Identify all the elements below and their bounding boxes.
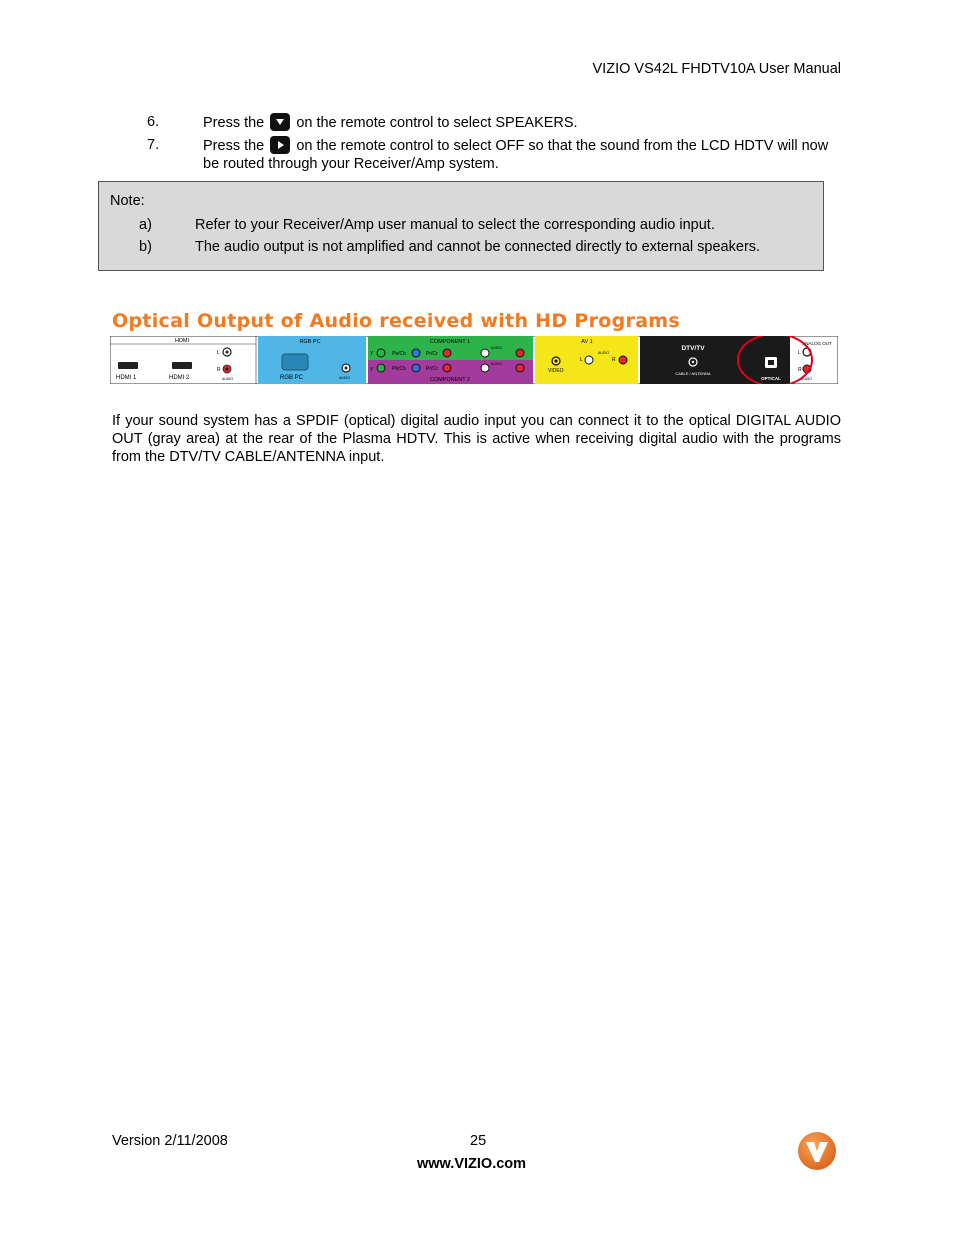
step-text-after: on the remote control to select SPEAKERS. xyxy=(296,115,578,131)
vga-port-icon xyxy=(282,354,308,370)
note-title: Note: xyxy=(110,193,145,209)
pb-jack-icon xyxy=(412,349,420,357)
pr-jack-icon xyxy=(443,349,451,357)
av1-audio-r-jack-icon xyxy=(619,356,627,364)
note-item-label: b) xyxy=(139,239,152,255)
rgb-pc-audio-label: AUDIO xyxy=(339,376,351,380)
down-arrow-key-icon xyxy=(270,113,290,131)
step-text xyxy=(203,136,843,173)
hdmi-audio-r-label: R xyxy=(217,367,221,373)
hdmi-port-1-label: HDMI 1 xyxy=(116,375,137,381)
hdmi-port-1-icon xyxy=(118,362,138,369)
footer-version: Version 2/11/2008 xyxy=(112,1133,228,1149)
av1-audio-label: AUDIO xyxy=(598,351,610,355)
rgb-pc-label: RGB PC xyxy=(280,375,304,381)
analog-audio-label: AUDIO xyxy=(801,377,813,381)
component-2-y-label: Y xyxy=(370,367,374,373)
note-item-label: a) xyxy=(139,217,152,233)
page-number: 25 xyxy=(470,1133,487,1149)
hdmi-port-2-label: HDMI 2 xyxy=(169,375,190,381)
y2-jack-icon xyxy=(377,364,385,372)
component-section xyxy=(368,336,533,384)
dtv-sub-label: CABLE / ANTENNA xyxy=(675,371,711,376)
component-2-audio-label: AUDIO xyxy=(491,362,503,366)
component-2-header: COMPONENT 2 xyxy=(429,377,471,383)
body-paragraph: If your sound system has a SPDIF (optical) digital audio input you can connect it to the optical DIGITAL AUDIO OUT (gray area) at the rear of the Plasma HDTV. This is active when receiving digital audio with the programs from the DTV/TV CABLE/ANTENNA input. xyxy=(112,413,841,465)
footer-url: www.VIZIO.com xyxy=(417,1156,527,1172)
vizio-logo-icon xyxy=(797,1131,837,1171)
dtv-title: DTV/TV xyxy=(681,345,705,352)
component-1-header: COMPONENT 1 xyxy=(429,339,471,345)
analog-r-label: R xyxy=(798,367,802,373)
hdmi-port-2-icon xyxy=(172,362,192,369)
hdmi-header: HDMI xyxy=(174,338,190,344)
rgb-pc-header: RGB PC xyxy=(299,339,321,345)
component-2-pb-label: Pb/Cb xyxy=(392,366,406,372)
note-item-text: The audio output is not amplified and cannot be connected directly to external speakers. xyxy=(195,239,761,255)
step-text-after: on the remote control to select OFF so that the sound from the LCD HDTV will now be routed through your Receiver/Amp system. xyxy=(203,138,829,172)
hdmi-audio-label: AUDIO xyxy=(222,377,234,381)
step-number: 6. xyxy=(147,114,160,130)
analog-l-label: L xyxy=(798,350,801,356)
optical-label: OPTICAL xyxy=(761,376,781,381)
component-1-audio-l-jack-icon xyxy=(481,349,489,357)
y-jack-icon xyxy=(377,349,385,357)
manual-title: VIZIO VS42L FHDTV10A User Manual xyxy=(592,61,841,77)
av1-audio-l-label: L xyxy=(580,357,583,363)
step-text-before: Press the xyxy=(203,138,265,154)
component-pb-label: Pb/Cb xyxy=(392,351,406,357)
hdmi-audio-l-label: L xyxy=(217,350,220,356)
rear-panel-diagram xyxy=(110,336,838,384)
step-number: 7. xyxy=(147,137,160,153)
component-1-audio-r-jack-icon xyxy=(516,349,524,357)
av1-video-label: VIDEO xyxy=(548,368,564,374)
rgb-pc-section xyxy=(258,336,366,384)
analog-out-header: ANALOG OUT xyxy=(802,341,832,346)
component-pr-label: Pr/Cr xyxy=(426,351,438,357)
note-box xyxy=(98,181,824,271)
component-2-audio-l-jack-icon xyxy=(481,364,489,372)
dtv-section xyxy=(640,336,790,384)
component-1-audio-label: AUDIO xyxy=(491,346,503,350)
pr2-jack-icon xyxy=(443,364,451,372)
right-arrow-key-icon xyxy=(270,136,290,154)
av1-section xyxy=(535,336,638,384)
section-title: Optical Output of Audio received with HD Programs xyxy=(112,310,681,332)
av1-header: AV 1 xyxy=(581,339,593,345)
note-item-text: Refer to your Receiver/Amp user manual to select the corresponding audio input. xyxy=(195,217,715,233)
component-2-pr-label: Pr/Cr xyxy=(426,366,438,372)
pb2-jack-icon xyxy=(412,364,420,372)
step-text-before: Press the xyxy=(203,115,265,131)
component-2-audio-r-jack-icon xyxy=(516,364,524,372)
step-text xyxy=(203,113,843,132)
av1-audio-r-label: R xyxy=(612,357,616,363)
av1-audio-l-jack-icon xyxy=(585,356,593,364)
component-y-label: Y xyxy=(370,351,374,357)
